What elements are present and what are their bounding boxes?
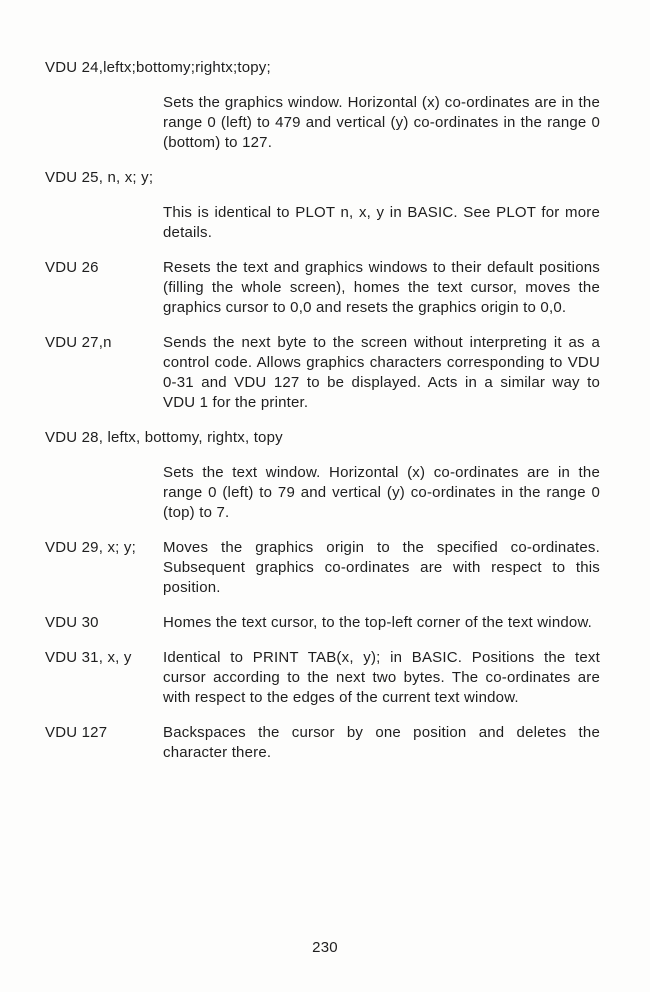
vdu-entry-31: [45, 648, 600, 708]
vdu-description: This is identical to PLOT n, x, y in BASIC. See PLOT for more details.: [163, 204, 600, 241]
vdu-entry-27: [45, 333, 600, 413]
vdu-entry-127: [45, 723, 600, 763]
vdu-description: Identical to PRINT TAB(x, y); in BASIC. Positions the text cursor according to the next two bytes. The co-ordinates are with respect to the edges of the current text window.: [163, 649, 600, 706]
vdu-command-label: VDU 29, x; y;: [45, 539, 136, 556]
vdu-entry-30: [45, 613, 600, 633]
vdu-description: Resets the text and graphics windows to their default positions (filling the whole screen), homes the text cursor, moves the graphics cursor to 0,0 and resets the graphics origin to 0,0.: [163, 259, 600, 316]
vdu-entry-25: [45, 168, 600, 243]
vdu-description: Sets the graphics window. Horizontal (x) co-ordinates are in the range 0 (left) to 479 and vertical (y) co-ordinates in the range 0 (bottom) to 127.: [163, 94, 600, 151]
vdu-entry-28: [45, 428, 600, 523]
vdu-entry-29: [45, 538, 600, 598]
vdu-description: Sends the next byte to the screen without interpreting it as a control code. Allows graphics characters corresponding to VDU 0-31 and VDU 127 to be displayed. Acts in a similar way to VDU 1 for the printer.: [163, 334, 600, 411]
page-number: 230: [312, 939, 338, 956]
vdu-command-label: VDU 28, leftx, bottomy, rightx, topy: [45, 429, 283, 446]
vdu-description: Backspaces the cursor by one position and deletes the character there.: [163, 724, 600, 761]
vdu-description: Sets the text window. Horizontal (x) co-ordinates are in the range 0 (left) to 79 and vertical (y) co-ordinates in the range 0 (top) to 7.: [163, 464, 600, 521]
vdu-command-label: VDU 26: [45, 259, 99, 276]
vdu-description: Homes the text cursor, to the top-left corner of the text window.: [163, 614, 593, 631]
vdu-entry-24: [45, 58, 600, 153]
vdu-command-label: VDU 24,leftx;bottomy;rightx;topy;: [45, 59, 271, 76]
vdu-command-label: VDU 127: [45, 724, 108, 741]
vdu-command-label: VDU 31, x, y: [45, 649, 132, 666]
vdu-command-label: VDU 27,n: [45, 334, 112, 351]
vdu-entry-26: [45, 258, 600, 318]
vdu-command-label: VDU 30: [45, 614, 99, 631]
vdu-command-list: [45, 58, 600, 778]
vdu-command-label: VDU 25, n, x; y;: [45, 169, 154, 186]
vdu-description: Moves the graphics origin to the specified co-ordinates. Subsequent graphics co-ordinates are with respect to this position.: [163, 539, 600, 596]
